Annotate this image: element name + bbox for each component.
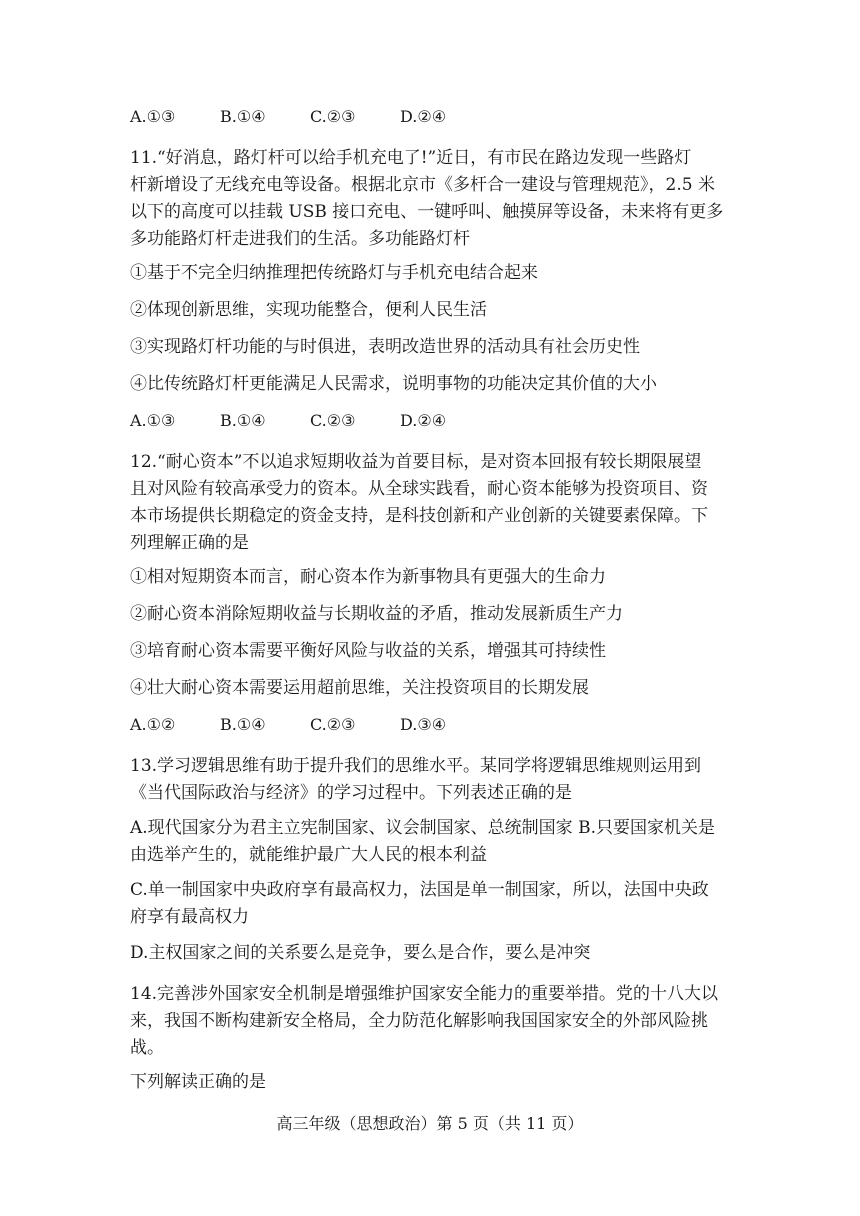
q10-option-c: C.②③: [310, 107, 356, 126]
q12-stem-line: 12.“耐心资本”不以追求短期收益为首要目标，是对资本回报有较长期限展望: [130, 452, 702, 472]
q12-stem-line: 列理解正确的是: [130, 533, 249, 553]
q11-option-d: D.②④: [400, 411, 447, 430]
q11-options: [130, 410, 446, 432]
q11-item-4: ④比传统路灯杆更能满足人民需求，说明事物的功能决定其价值的大小: [130, 374, 657, 394]
q13-stem-line: 13.学习逻辑思维有助于提升我们的思维水平。某同学将逻辑思维规则运用到: [130, 756, 702, 776]
q13-stem-line: 《当代国际政治与经济》的学习过程中。下列表述正确的是: [130, 783, 572, 803]
page-footer: 高三年级（思想政治）第 5 页（共 11 页）: [276, 1114, 584, 1133]
q12-item-1: ①相对短期资本而言，耐心资本作为新事物具有更强大的生命力: [130, 567, 606, 587]
q11-item-1: ①基于不完全归纳推理把传统路灯与手机充电结合起来: [130, 263, 538, 283]
q10-option-a: A.①③: [130, 107, 176, 126]
q11-stem-line: 多功能路灯杆走进我们的生活。多功能路灯杆: [130, 229, 470, 249]
q12-stem-line: 本市场提供长期稳定的资金支持，是科技创新和产业创新的关键要素保障。下: [130, 506, 708, 526]
q12-item-4: ④壮大耐心资本需要运用超前思维，关注投资项目的长期发展: [130, 678, 589, 698]
q12-option-a: A.①②: [130, 715, 176, 734]
q10-option-d: D.②④: [400, 107, 447, 126]
q14-stem-line: 战。: [130, 1038, 164, 1058]
q13-choice-line: 府享有最高权力: [130, 907, 249, 927]
q11-item-3: ③实现路灯杆功能的与时俱进，表明改造世界的活动具有社会历史性: [130, 337, 640, 357]
q10-option-b: B.①④: [220, 107, 266, 126]
q12-item-2: ②耐心资本消除短期收益与长期收益的矛盾，推动发展新质生产力: [130, 604, 623, 624]
q12-option-d: D.③④: [400, 715, 447, 734]
q13-choice-line: A.现代国家分为君主立宪制国家、议会制国家、总统制国家 B.只要国家机关是: [130, 818, 715, 838]
q11-option-a: A.①③: [130, 411, 176, 430]
q12-stem-line: 且对风险有较高承受力的资本。从全球实践看，耐心资本能够为投资项目、资: [130, 479, 708, 499]
q12-options: [130, 714, 446, 736]
q11-stem-line: 以下的高度可以挂载 USB 接口充电、一键呼叫、触摸屏等设备，未来将有更多: [130, 202, 724, 222]
q12-option-b: B.①④: [220, 715, 266, 734]
q13-choice-line: C.单一制国家中央政府享有最高权力，法国是单一制国家，所以，法国中央政: [130, 880, 709, 900]
q14-stem-line: 14.完善涉外国家安全机制是增强维护国家安全能力的重要举措。党的十八大以: [130, 984, 719, 1004]
q11-stem-line: 11.“好消息，路灯杆可以给手机充电了!”近日，有市民在路边发现一些路灯: [130, 148, 692, 168]
q14-prompt: 下列解读正确的是: [130, 1072, 266, 1092]
q11-stem-line: 杆新增设了无线充电等设备。根据北京市《多杆合一建设与管理规范》，2.5 米: [130, 175, 715, 195]
q11-option-b: B.①④: [220, 411, 266, 430]
q12-item-3: ③培育耐心资本需要平衡好风险与收益的关系，增强其可持续性: [130, 641, 606, 661]
q14-stem-line: 来，我国不断构建新安全格局，全力防范化解影响我国国家安全的外部风险挑: [130, 1011, 708, 1031]
q11-option-c: C.②③: [310, 411, 356, 430]
q12-option-c: C.②③: [310, 715, 356, 734]
q11-item-2: ②体现创新思维，实现功能整合，便利人民生活: [130, 300, 487, 320]
q13-choice-line: D.主权国家之间的关系要么是竞争，要么是合作，要么是冲突: [130, 943, 591, 963]
q13-choice-line: 由选举产生的，就能维护最广大人民的根本利益: [130, 845, 487, 865]
q10-options: [130, 106, 446, 128]
